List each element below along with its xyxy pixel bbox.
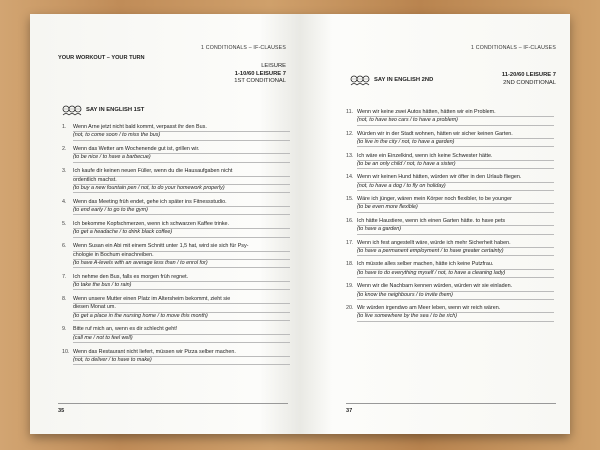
- german-sentence: Wenn das Wetter am Wochenende gut ist, grillen wir.: [73, 146, 290, 154]
- item-body: [73, 124, 290, 141]
- german-sentence: Wenn wir keine zwei Autos hätten, hätten wir ein Problem.: [357, 109, 554, 117]
- exercise-item: [346, 131, 554, 148]
- german-sentence: Wenn wir die Nachbarn kennen würden, würden wir sie einladen.: [357, 283, 554, 291]
- german-sentence: Ich wäre ein Einzelkind, wenn ich keine Schwester hätte.: [357, 153, 554, 161]
- german-sentence: ordentlich machst.: [73, 177, 290, 185]
- item-number: 20.: [346, 305, 354, 312]
- english-cue: (not, to have a dog / to fly on holiday): [357, 183, 554, 191]
- exercise-item: [346, 218, 554, 235]
- german-sentence: Wenn Arne jetzt nicht bald kommt, verpasst ihr den Bus.: [73, 124, 290, 132]
- english-cue: (to get a headache / to drink black coffee): [73, 229, 290, 237]
- section-title: SAY IN ENGLISH 2ND: [374, 77, 434, 83]
- german-sentence: Ich nehme den Bus, falls es morgen früh regnet.: [73, 274, 290, 282]
- item-number: 4.: [62, 198, 67, 205]
- english-cue: (not, to deliver / to have to make): [73, 357, 290, 365]
- english-cue: (to take the bus / to rain): [73, 282, 290, 290]
- exercise-item: [62, 221, 290, 238]
- section-heading: [350, 74, 433, 86]
- item-body: [357, 305, 554, 322]
- meta-line: LEISURE: [261, 63, 286, 69]
- lesson-meta: [234, 63, 286, 86]
- german-sentence: Ich kaufe dir keinen neuen Füller, wenn du die Hausaufgaben nicht: [73, 168, 290, 176]
- exercise-item: [62, 124, 290, 141]
- item-number: 16.: [346, 217, 354, 224]
- item-body: [357, 218, 554, 235]
- exercise-item: [346, 196, 554, 213]
- exercise-item: [62, 296, 290, 321]
- exercise-list: [62, 124, 290, 371]
- item-number: 8.: [62, 295, 67, 302]
- exercise-item: [62, 146, 290, 163]
- item-body: [357, 261, 554, 278]
- german-sentence: Wäre ich jünger, wären mein Körper noch flexibler, to be younger: [357, 196, 554, 204]
- german-sentence: Wenn das Meeting früh endet, gehe ich später ins Fitnessstudio.: [73, 199, 290, 207]
- english-cue: (not, to come soon / to miss the bus): [73, 132, 290, 140]
- exercise-item: [62, 199, 290, 216]
- exercise-item: [62, 326, 290, 343]
- german-sentence: Wenn das Restaurant nicht liefert, müssen wir Pizza selber machen.: [73, 349, 290, 357]
- english-cue: (to get a place in the nursing home / to move this month): [73, 313, 290, 321]
- german-sentence: Ich bekomme Kopfschmerzen, wenn ich schwarzen Kaffee trinke.: [73, 221, 290, 229]
- exercise-item: [62, 349, 290, 366]
- meta-line: 2ND CONDITIONAL: [503, 79, 556, 86]
- item-body: [73, 349, 290, 366]
- lesson-meta: [502, 72, 556, 87]
- item-number: 1.: [62, 124, 67, 130]
- item-body: [73, 243, 290, 268]
- english-cue: (to have to do everything myself / not, to have a cleaning lady): [357, 270, 554, 278]
- english-cue: (not, to have two cars / to have a problem): [357, 117, 554, 125]
- german-sentence: Würden wir in der Stadt wohnen, hätten wir sicher keinen Garten.: [357, 131, 554, 139]
- open-book: [30, 14, 570, 434]
- item-body: [357, 109, 554, 126]
- english-cue: (to be an only child / not, to have a sister): [357, 161, 554, 169]
- item-number: 2.: [62, 146, 67, 153]
- exercise-item: [346, 261, 554, 278]
- item-number: 12.: [346, 130, 354, 137]
- exercise-item: [346, 283, 554, 300]
- item-body: [357, 196, 554, 213]
- german-sentence: Wir würden irgendwo am Meer leben, wenn wir reich wären.: [357, 305, 554, 313]
- item-body: [73, 221, 290, 238]
- exercise-item: [62, 168, 290, 193]
- item-number: 5.: [62, 221, 67, 228]
- german-sentence: Wenn unsere Mutter einen Platz im Altersheim bekommt, zieht sie: [73, 296, 290, 304]
- english-cue: (to live somewhere by the sea / to be rich): [357, 313, 554, 321]
- item-body: [357, 240, 554, 257]
- page-number: 37: [346, 408, 353, 414]
- running-header: 1 CONDITIONALS – IF-CLAUSES: [471, 45, 556, 51]
- english-cue: (to end early / to go to the gym): [73, 207, 290, 215]
- item-number: 13.: [346, 152, 354, 159]
- english-cue: (to buy a new fountain pen / not, to do your homework properly): [73, 185, 290, 193]
- item-body: [73, 199, 290, 216]
- exercise-item: [346, 305, 554, 322]
- exercise-list: [346, 109, 554, 327]
- item-number: 17.: [346, 239, 354, 246]
- item-body: [73, 326, 290, 343]
- german-sentence: diesen Monat um.: [73, 304, 290, 312]
- item-number: 18.: [346, 261, 354, 268]
- footer-rule: [58, 403, 288, 404]
- exercise-item: [346, 153, 554, 170]
- running-header: 1 CONDITIONALS – IF-CLAUSES: [201, 45, 286, 51]
- item-number: 14.: [346, 174, 354, 181]
- item-body: [73, 296, 290, 321]
- item-body: [357, 174, 554, 191]
- left-page: [30, 14, 301, 434]
- meta-line: 1ST CONDITIONAL: [234, 78, 286, 85]
- page-number: 35: [58, 408, 65, 414]
- german-sentence: Wenn wir keinen Hund hätten, würden wir öfter in den Urlaub fliegen.: [357, 174, 554, 182]
- english-cue: (to be nice / to have a barbecue): [73, 154, 290, 162]
- item-number: 19.: [346, 283, 354, 290]
- english-cue: (to have a permanent employment / to have greater certainty): [357, 248, 554, 256]
- item-number: 11.: [346, 109, 354, 115]
- item-number: 10.: [62, 348, 70, 355]
- exercise-item: [346, 240, 554, 257]
- english-cue: (to have A-levels with an average less than / to enrol for): [73, 260, 290, 268]
- item-body: [73, 168, 290, 193]
- german-sentence: Ich hätte Haustiere, wenn ich einen Garten hätte. to have pets: [357, 218, 554, 226]
- section-title: SAY IN ENGLISH 1ST: [86, 107, 145, 113]
- exercise-item: [62, 274, 290, 291]
- right-page: [300, 14, 570, 434]
- item-number: 6.: [62, 243, 67, 250]
- exercise-item: [346, 174, 554, 191]
- item-body: [357, 131, 554, 148]
- meta-line: 11-20/60 LEISURE 7: [501, 72, 556, 78]
- item-body: [73, 274, 290, 291]
- german-sentence: Bitte ruf mich an, wenn es dir schlecht geht!: [73, 326, 290, 334]
- three-heads-icon: [350, 74, 370, 86]
- german-sentence: Wenn ich fest angestellt wäre, würde ich mehr Sicherheit haben.: [357, 240, 554, 248]
- english-cue: (to have a garden): [357, 226, 554, 234]
- german-sentence: Ich müsste alles selber machen, hätte ich keine Putzfrau.: [357, 261, 554, 269]
- german-sentence: chologie in Bochum einschreiben.: [73, 252, 290, 260]
- meta-line: 1-10/60 LEISURE 7: [234, 70, 286, 77]
- exercise-item: [62, 243, 290, 268]
- footer-rule: [346, 403, 556, 404]
- item-number: 15.: [346, 196, 354, 203]
- german-sentence: Wenn Susan ein Abi mit einem Schnitt unter 1,5 hat, wird sie sich für Psy-: [73, 243, 290, 251]
- section-heading: [62, 104, 144, 116]
- item-number: 7.: [62, 273, 67, 280]
- item-number: 9.: [62, 326, 67, 333]
- exercise-item: [346, 109, 554, 126]
- item-number: 3.: [62, 168, 67, 175]
- item-body: [357, 153, 554, 170]
- english-cue: (to live in the city / not, to have a garden): [357, 139, 554, 147]
- item-body: [357, 283, 554, 300]
- page-title: YOUR WORKOUT – YOUR TURN: [58, 55, 145, 61]
- english-cue: (call me / not to feel well): [73, 335, 290, 343]
- english-cue: (to know the neighbours / to invite them): [357, 292, 554, 300]
- item-body: [73, 146, 290, 163]
- three-heads-icon: [62, 104, 82, 116]
- english-cue: (to be even more flexible): [357, 204, 554, 212]
